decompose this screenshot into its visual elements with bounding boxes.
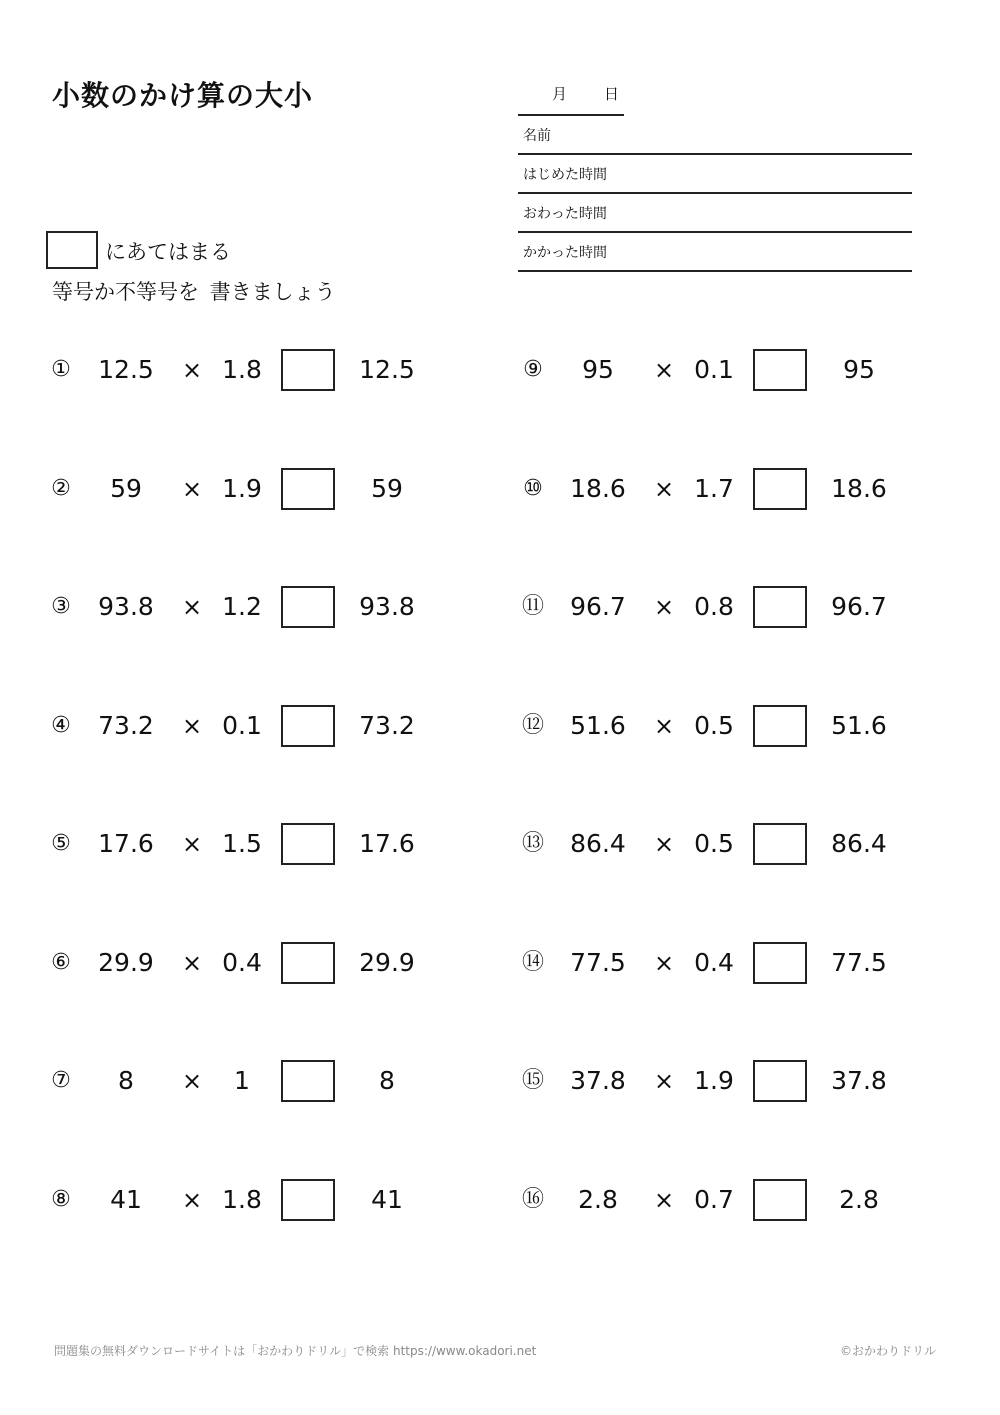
multiply-sign: ×	[653, 1186, 675, 1214]
operand-a: 2.8	[578, 1185, 618, 1214]
multiply-sign: ×	[653, 830, 675, 858]
footer-copyright: ©おかわりドリル	[839, 1344, 936, 1358]
compare-value: 96.7	[831, 592, 887, 621]
multiply-sign: ×	[653, 356, 675, 384]
operand-b: 1.5	[222, 829, 262, 858]
multiply-sign: ×	[181, 1186, 203, 1214]
compare-value: 12.5	[359, 355, 415, 384]
operand-b: 0.5	[694, 829, 734, 858]
problem-item	[518, 349, 918, 391]
compare-value: 73.2	[359, 711, 415, 740]
operand-b: 0.1	[694, 355, 734, 384]
operand-a: 12.5	[98, 355, 154, 384]
multiply-sign: ×	[653, 593, 675, 621]
operand-b: 1	[234, 1066, 250, 1095]
operand-a: 86.4	[570, 829, 626, 858]
problem-item	[46, 823, 446, 865]
problem-number: ⑮	[521, 1068, 544, 1093]
operand-b: 0.8	[694, 592, 734, 621]
answer-box[interactable]	[753, 705, 807, 747]
problem-item	[518, 1060, 918, 1102]
operand-a: 51.6	[570, 711, 626, 740]
multiply-sign: ×	[653, 949, 675, 977]
multiply-sign: ×	[181, 356, 203, 384]
problem-number: ⑭	[521, 950, 544, 975]
month-label: 月	[552, 85, 568, 103]
problem-item	[46, 942, 446, 984]
answer-box[interactable]	[281, 349, 335, 391]
answer-box[interactable]	[753, 823, 807, 865]
problem-number: ⑦	[51, 1068, 71, 1093]
problem-item	[46, 1179, 446, 1221]
compare-value: 93.8	[359, 592, 415, 621]
instruction-example-box	[46, 231, 98, 269]
compare-value: 59	[371, 474, 403, 503]
name-field[interactable]	[518, 116, 912, 155]
problem-item	[518, 823, 918, 865]
problem-number: ⑪	[521, 594, 544, 619]
problem-number: ⑫	[521, 713, 544, 738]
answer-box[interactable]	[753, 942, 807, 984]
operand-b: 0.4	[222, 948, 262, 977]
answer-box[interactable]	[753, 1060, 807, 1102]
name-label: 名前	[523, 128, 551, 144]
elapsed-time-label: かかった時間	[523, 245, 607, 261]
problem-number: ④	[51, 713, 71, 738]
operand-a: 8	[118, 1066, 134, 1095]
operand-a: 18.6	[570, 474, 626, 503]
answer-box[interactable]	[281, 705, 335, 747]
end-time-field[interactable]	[518, 194, 912, 233]
answer-box[interactable]	[281, 586, 335, 628]
operand-a: 93.8	[98, 592, 154, 621]
answer-box[interactable]	[281, 468, 335, 510]
problem-number: ⑩	[523, 476, 543, 501]
compare-value: 17.6	[359, 829, 415, 858]
problem-item	[46, 705, 446, 747]
problem-number: ⑨	[523, 357, 543, 382]
problem-item	[46, 468, 446, 510]
instruction-line-1: にあてはまる	[105, 240, 231, 264]
problem-number: ①	[51, 357, 71, 382]
compare-value: 41	[371, 1185, 403, 1214]
multiply-sign: ×	[181, 1067, 203, 1095]
operand-b: 1.8	[222, 1185, 262, 1214]
page-title: 小数のかけ算の大小	[52, 79, 314, 112]
operand-a: 29.9	[98, 948, 154, 977]
instruction-line-2: 等号か不等号を 書きましょう	[52, 280, 336, 304]
operand-a: 95	[582, 355, 614, 384]
problem-item	[518, 468, 918, 510]
operand-a: 37.8	[570, 1066, 626, 1095]
day-label: 日	[604, 85, 620, 103]
operand-b: 0.7	[694, 1185, 734, 1214]
compare-value: 37.8	[831, 1066, 887, 1095]
problem-item	[518, 586, 918, 628]
problem-item	[46, 586, 446, 628]
answer-box[interactable]	[281, 942, 335, 984]
problem-item	[518, 942, 918, 984]
multiply-sign: ×	[181, 475, 203, 503]
problem-item	[518, 1179, 918, 1221]
operand-b: 1.9	[694, 1066, 734, 1095]
answer-box[interactable]	[753, 586, 807, 628]
problem-item	[518, 705, 918, 747]
problem-number: ⑥	[51, 950, 71, 975]
answer-box[interactable]	[753, 349, 807, 391]
multiply-sign: ×	[181, 712, 203, 740]
multiply-sign: ×	[653, 712, 675, 740]
operand-a: 96.7	[570, 592, 626, 621]
compare-value: 8	[379, 1066, 395, 1095]
multiply-sign: ×	[181, 949, 203, 977]
answer-box[interactable]	[753, 1179, 807, 1221]
problem-number: ③	[51, 594, 71, 619]
problem-item	[46, 349, 446, 391]
multiply-sign: ×	[181, 830, 203, 858]
elapsed-time-field[interactable]	[518, 233, 912, 272]
operand-a: 59	[110, 474, 142, 503]
operand-b: 1.7	[694, 474, 734, 503]
answer-box[interactable]	[281, 1060, 335, 1102]
operand-b: 1.9	[222, 474, 262, 503]
operand-a: 17.6	[98, 829, 154, 858]
compare-value: 18.6	[831, 474, 887, 503]
compare-value: 51.6	[831, 711, 887, 740]
answer-box[interactable]	[281, 1179, 335, 1221]
compare-value: 77.5	[831, 948, 887, 977]
answer-box[interactable]	[281, 823, 335, 865]
end-time-label: おわった時間	[523, 206, 607, 222]
operand-a: 77.5	[570, 948, 626, 977]
start-time-label: はじめた時間	[523, 167, 607, 183]
compare-value: 95	[843, 355, 875, 384]
date-field[interactable]	[518, 80, 624, 116]
problem-number: ⑬	[521, 831, 544, 856]
operand-b: 1.8	[222, 355, 262, 384]
compare-value: 86.4	[831, 829, 887, 858]
operand-b: 0.1	[222, 711, 262, 740]
footer-source: 問題集の無料ダウンロードサイトは「おかわりドリル」で検索 https://www.okadori.net	[54, 1344, 537, 1358]
multiply-sign: ×	[181, 593, 203, 621]
problem-number: ②	[51, 476, 71, 501]
operand-b: 0.4	[694, 948, 734, 977]
operand-a: 41	[110, 1185, 142, 1214]
operand-b: 1.2	[222, 592, 262, 621]
multiply-sign: ×	[653, 1067, 675, 1095]
compare-value: 29.9	[359, 948, 415, 977]
answer-box[interactable]	[753, 468, 807, 510]
problem-number: ⑧	[51, 1187, 71, 1212]
problem-number: ⑤	[51, 831, 71, 856]
compare-value: 2.8	[839, 1185, 879, 1214]
operand-a: 73.2	[98, 711, 154, 740]
problem-number: ⑯	[521, 1187, 544, 1212]
problem-item	[46, 1060, 446, 1102]
start-time-field[interactable]	[518, 155, 912, 194]
multiply-sign: ×	[653, 475, 675, 503]
operand-b: 0.5	[694, 711, 734, 740]
